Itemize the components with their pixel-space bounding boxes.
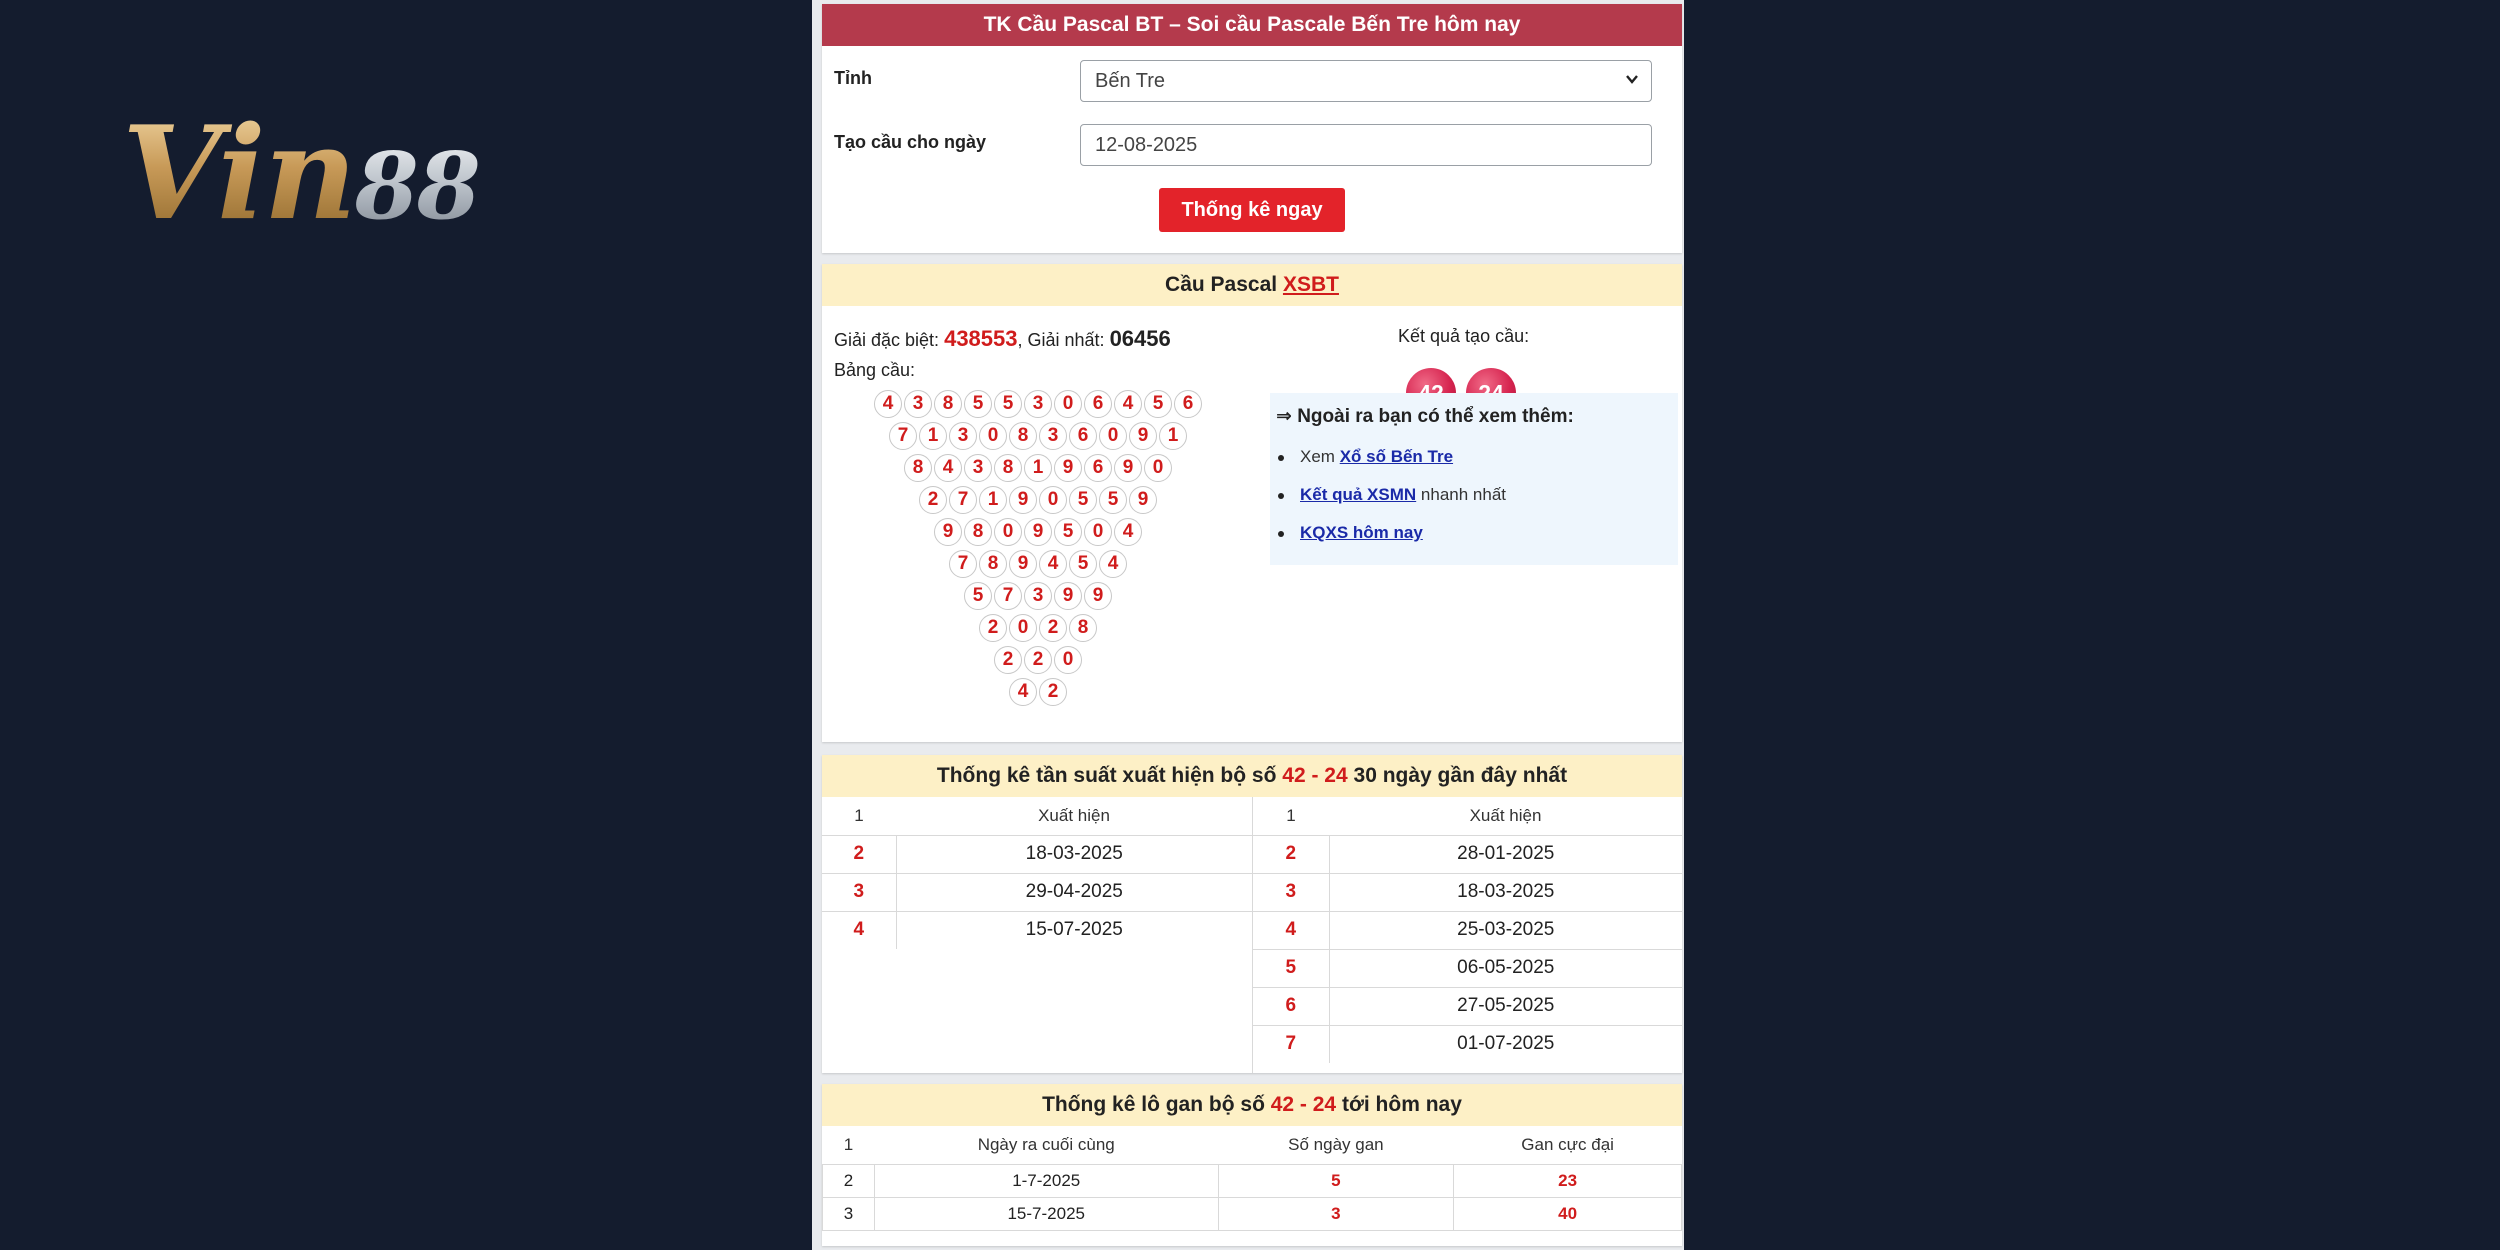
triangle-row [934,518,1142,546]
triangle-digit: 9 [1114,454,1142,482]
triangle-digit: 8 [934,390,962,418]
triangle-digit: 4 [1099,550,1127,578]
triangle-digit: 4 [1009,678,1037,706]
triangle-row [979,614,1097,642]
triangle-digit: 8 [1009,422,1037,450]
frequency-title-pair: 42 - 24 [1282,764,1348,787]
see-more-item [1300,485,1506,505]
triangle-digit: 3 [1039,422,1067,450]
date-input-value: 12-08-2025 [1095,133,1198,156]
occurrence-count: 7 [1253,1025,1329,1063]
prize-line [834,326,1171,352]
table-row [1253,987,1682,1025]
triangle-digit: 8 [994,454,1022,482]
occurrence-count: 5 [1253,949,1329,987]
gan-title-pair: 42 - 24 [1270,1093,1337,1116]
gan-days: 3 [1218,1197,1454,1230]
triangle-digit: 9 [1009,486,1037,514]
see-more-item [1300,447,1453,467]
gan-title-prefix: Thống kê lô gan bộ số [1042,1093,1265,1116]
triangle-row [964,582,1112,610]
triangle-digit: 9 [1129,486,1157,514]
occurrence-count: 3 [822,873,896,911]
gan-table [822,1126,1682,1231]
triangle-digit: 5 [1099,486,1127,514]
occurrence-count: 3 [1253,873,1329,911]
gan-last-date: 15-7-2025 [874,1197,1218,1230]
table-row [1253,1025,1682,1063]
triangle-digit: 5 [994,390,1022,418]
province-label: Tỉnh [834,68,872,88]
triangle-digit: 0 [1054,390,1082,418]
frequency-title [822,755,1682,797]
triangle-digit: 4 [1114,390,1142,418]
triangle-digit: 3 [1024,582,1052,610]
occurrence-date: 27-05-2025 [1329,987,1682,1025]
gan-max: 40 [1454,1197,1682,1230]
triangle-digit: 1 [919,422,947,450]
triangle-digit: 3 [964,454,992,482]
triangle-row [889,422,1187,450]
triangle-digit: 9 [1024,518,1052,546]
triangle-digit: 4 [1114,518,1142,546]
triangle-digit: 4 [874,390,902,418]
triangle-digit: 2 [994,646,1022,674]
occurrence-count: 6 [1253,987,1329,1025]
table-row [823,1197,1682,1230]
triangle-row [949,550,1127,578]
column-header: Xuất hiện [1038,805,1110,825]
see-more-item [1300,523,1423,543]
triangle-digit: 9 [1054,582,1082,610]
province-select[interactable] [1080,60,1652,102]
triangle-digit: 0 [1099,422,1127,450]
first-prize-value: 06456 [1109,326,1171,351]
triangle-digit: 6 [1069,422,1097,450]
table-row [1253,873,1682,911]
table-row [1253,911,1682,949]
gan-index: 3 [823,1197,875,1230]
triangle-digit: 3 [1024,390,1052,418]
vin88-logo [122,99,479,249]
column-header: 1 [843,1134,854,1154]
triangle-digit: 7 [949,550,977,578]
triangle-digit: 2 [979,614,1007,642]
see-more-suffix: nhanh nhất [1416,485,1506,504]
triangle-digit: 5 [1054,518,1082,546]
triangle-digit: 9 [1009,550,1037,578]
see-more-box [1270,393,1678,565]
table-row [822,835,1252,873]
frequency-card [822,755,1682,1073]
column-header: Gan cực đại [1521,1134,1614,1154]
triangle-digit: 2 [1039,614,1067,642]
gan-title-suffix: tới hôm nay [1341,1093,1462,1116]
gan-days: 5 [1218,1164,1454,1197]
triangle-digit: 5 [964,582,992,610]
xo-so-ben-tre-link[interactable]: Xổ số Bến Tre [1339,447,1454,466]
triangle-digit: 2 [919,486,947,514]
triangle-digit: 9 [934,518,962,546]
table-row [1253,949,1682,987]
occurrence-date: 29-04-2025 [896,873,1252,911]
submit-stats-button[interactable]: Thống kê ngay [1159,188,1345,232]
triangle-digit: 9 [1084,582,1112,610]
occurrence-date: 25-03-2025 [1329,911,1682,949]
occurrence-count: 2 [822,835,896,873]
occurrence-date: 18-03-2025 [1329,873,1682,911]
occurrence-date: 15-07-2025 [896,911,1252,949]
triangle-digit: 9 [1129,422,1157,450]
column-header: Xuất hiện [1469,805,1542,825]
triangle-digit: 3 [904,390,932,418]
triangle-row [904,454,1172,482]
triangle-row [1009,678,1067,706]
pascal-title [822,264,1682,306]
triangle-digit: 6 [1174,390,1202,418]
column-header: 1 [854,805,864,825]
occurrence-date: 28-01-2025 [1329,835,1682,873]
triangle-digit: 2 [1039,678,1067,706]
gan-card [822,1084,1682,1246]
special-prize-value: 438553 [944,326,1018,351]
triangle-digit: 7 [949,486,977,514]
logo-text-vin: Vin [122,99,355,249]
triangle-digit: 8 [964,518,992,546]
pascal-form-card [822,4,1682,253]
chevron-down-icon [1625,72,1639,86]
column-header: Ngày ra cuối cùng [977,1134,1115,1154]
see-more-title: ⇒ Ngoài ra bạn có thể xem thêm: [1276,406,1574,427]
triangle-digit: 8 [979,550,1007,578]
result-label: Kết quả tạo cầu: [1398,326,1530,346]
triangle-digit: 5 [1144,390,1172,418]
triangle-digit: 2 [1024,646,1052,674]
triangle-digit: 1 [1159,422,1187,450]
column-header: Số ngày gan [1288,1134,1384,1154]
triangle-digit: 8 [904,454,932,482]
pascal-table-label: Bảng cầu: [834,360,916,380]
table-row [823,1164,1682,1197]
triangle-digit: 4 [934,454,962,482]
column-header: 1 [1286,805,1296,825]
triangle-row [994,646,1082,674]
table-row [822,911,1252,949]
province-select-value: Bến Tre [1095,69,1166,92]
triangle-digit: 0 [1009,614,1037,642]
pascal-title-text: Cầu Pascal [1165,273,1278,296]
occurrence-date: 01-07-2025 [1329,1025,1682,1063]
triangle-digit: 7 [889,422,917,450]
triangle-digit: 6 [1084,390,1112,418]
special-prize-label: Giải đặc biệt: [834,330,940,350]
triangle-digit: 0 [994,518,1022,546]
triangle-digit: 9 [1054,454,1082,482]
triangle-digit: 1 [979,486,1007,514]
see-more-prefix: Xem [1300,447,1340,466]
triangle-digit: 8 [1069,614,1097,642]
triangle-digit: 0 [1144,454,1172,482]
occurrence-count: 2 [1253,835,1329,873]
triangle-row [919,486,1157,514]
occurrence-date: 18-03-2025 [896,835,1252,873]
triangle-digit: 5 [1069,486,1097,514]
triangle-digit: 0 [1084,518,1112,546]
triangle-digit: 0 [1054,646,1082,674]
table-row [1253,835,1682,873]
kqxs-hom-nay-link[interactable]: KQXS hôm nay [1300,523,1423,542]
gan-last-date: 1-7-2025 [874,1164,1218,1197]
gan-title [822,1084,1682,1126]
frequency-title-prefix: Thống kê tần suất xuất hiện bộ số [936,764,1277,787]
date-label: Tạo cầu cho ngày [834,132,987,152]
ket-qua-xsmn-link[interactable]: Kết quả XSMN [1300,485,1417,504]
occurrence-count: 4 [822,911,896,949]
xsbt-link[interactable]: XSBT [1282,273,1339,296]
triangle-digit: 3 [949,422,977,450]
triangle-row [874,390,1202,418]
triangle-digit: 1 [1024,454,1052,482]
occurrence-date: 06-05-2025 [1329,949,1682,987]
triangle-digit: 0 [1039,486,1067,514]
form-title: TK Cầu Pascal BT – Soi cầu Pascale Bến Tre hôm nay [822,4,1682,46]
frequency-table-right [1253,797,1682,1063]
triangle-digit: 0 [979,422,1007,450]
logo-text-88: 88 [354,132,479,240]
triangle-digit: 5 [1069,550,1097,578]
triangle-digit: 7 [994,582,1022,610]
triangle-digit: 6 [1084,454,1112,482]
triangle-digit: 4 [1039,550,1067,578]
triangle-digit: 5 [964,390,992,418]
main-content [812,0,1684,1250]
gan-max: 23 [1454,1164,1682,1197]
date-input[interactable] [1080,124,1652,166]
pascal-card [822,264,1682,742]
first-prize-label: , Giải nhất: [1017,330,1105,350]
table-row [822,873,1252,911]
gan-index: 2 [823,1164,875,1197]
frequency-title-suffix: 30 ngày gần đây nhất [1353,764,1568,787]
frequency-table-left [822,797,1252,949]
occurrence-count: 4 [1253,911,1329,949]
